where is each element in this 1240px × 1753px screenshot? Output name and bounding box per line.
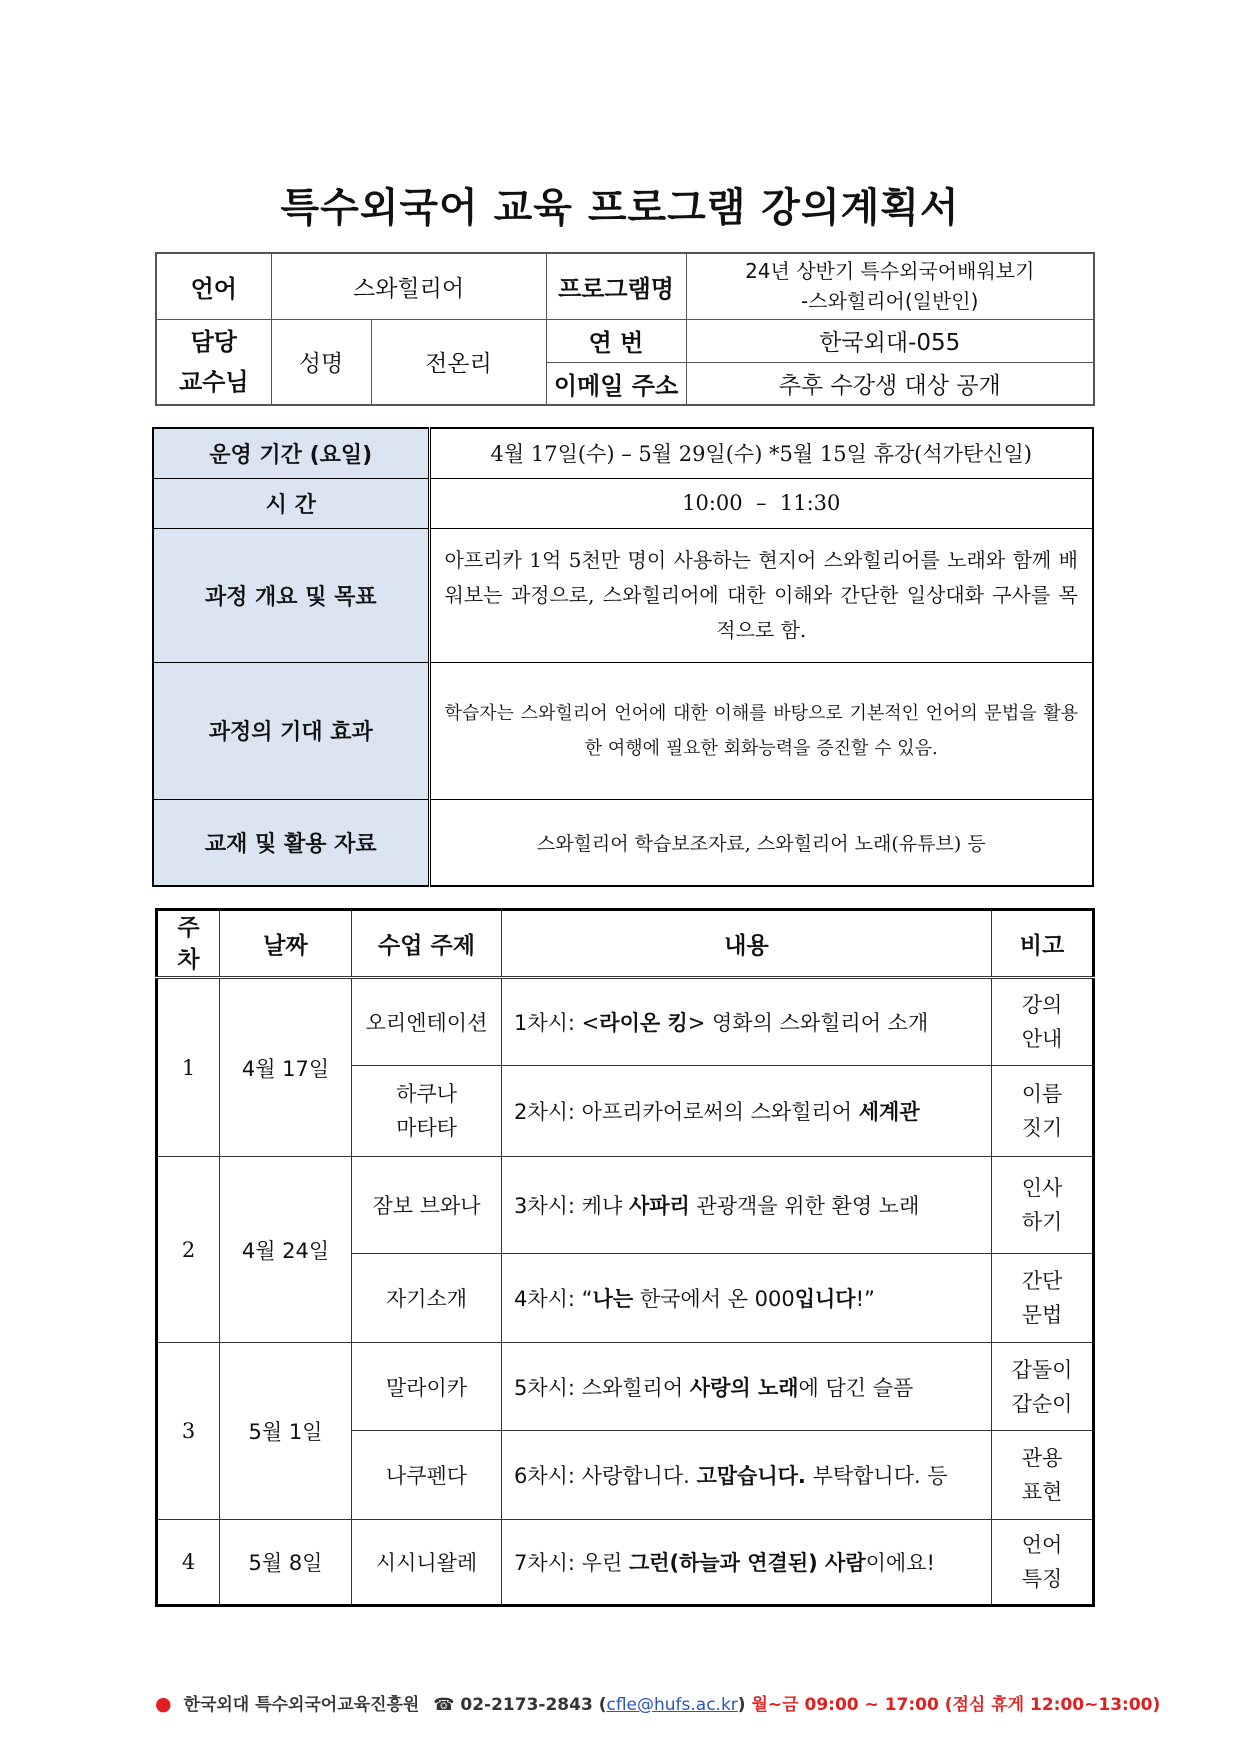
- session-note: 갑돌이 갑순이: [992, 1343, 1094, 1431]
- week-number: 2: [157, 1157, 220, 1343]
- page-title: 특수외국어 교육 프로그램 강의계획서: [280, 185, 960, 231]
- week-header-line-2: 차: [177, 946, 200, 973]
- week-date: 5월 8일: [220, 1520, 352, 1606]
- goal-value: 아프리카 1억 5천만 명이 사용하는 현지어 스와힐리어를 노래와 함께 배워보는 과정으로, 스와힐리어에 대한 이해와 간단한 일상대화 구사를 목적으로 함.: [429, 528, 1093, 662]
- language-value: 스와힐리어: [271, 253, 546, 319]
- session-content: 3차시: 케냐 사파리 관광객을 위한 환영 노래: [502, 1157, 992, 1254]
- session-topic: 말라이카: [352, 1343, 502, 1431]
- session-note: 관용 표현: [992, 1431, 1094, 1520]
- email-label: 이메일 주소: [546, 362, 686, 405]
- session-note: 언어 특징: [992, 1520, 1094, 1606]
- footer: ● 한국외대 특수외국어교육진흥원 ☎ 02-2173-2843 (cfle@hufs.ac.kr) 월~금 09:00 ~ 17:00 (점심 휴게 12:00~13:00): [155, 1693, 1161, 1715]
- goal-label: 과정 개요 및 목표: [153, 528, 429, 662]
- footer-org: 한국외대 특수외국어교육진흥원: [183, 1695, 420, 1715]
- professor-label-line-2: 교수님: [178, 367, 249, 396]
- note-header: 비고: [992, 910, 1094, 978]
- session-topic: 나쿠펜다: [352, 1431, 502, 1520]
- program-value-line-1: 24년 상반기 특수외국어배워보기: [745, 259, 1035, 284]
- language-label: 언어: [156, 253, 271, 319]
- week-number: 4: [157, 1520, 220, 1606]
- table-row: [157, 1157, 1094, 1254]
- period-label: 운영 기간 (요일): [153, 428, 429, 478]
- course-table: [152, 427, 1094, 887]
- week-date: 4월 24일: [220, 1157, 352, 1343]
- footer-email-link[interactable]: cfle@hufs.ac.kr: [606, 1695, 738, 1715]
- bullet-icon: ●: [155, 1693, 172, 1715]
- professor-label-line-1: 담당: [190, 327, 237, 356]
- session-content: 2차시: 아프리카어로써의 스와힐리어 세계관: [502, 1066, 992, 1157]
- week-date: 5월 1일: [220, 1343, 352, 1520]
- info-table: [155, 252, 1095, 406]
- session-content: 7차시: 우린 그런(하늘과 연결된) 사람이에요!: [502, 1520, 992, 1606]
- topic-header: 수업 주제: [352, 910, 502, 978]
- material-value: 스와힐리어 학습보조자료, 스와힐리어 노래(유튜브) 등: [429, 799, 1093, 886]
- email-value: 추후 수강생 대상 공개: [686, 362, 1094, 405]
- year-label: 연 번: [546, 319, 686, 362]
- table-row: [157, 1343, 1094, 1431]
- schedule-table: [155, 908, 1095, 1607]
- date-header: 날짜: [220, 910, 352, 978]
- content-header: 내용: [502, 910, 992, 978]
- week-number: 1: [157, 978, 220, 1157]
- session-note: 간단 문법: [992, 1254, 1094, 1343]
- session-topic: 오리엔테이션: [352, 978, 502, 1066]
- time-label: 시 간: [153, 478, 429, 528]
- session-content: 4차시: “나는 한국에서 온 000입니다!”: [502, 1254, 992, 1343]
- session-topic: 시시니왈레: [352, 1520, 502, 1606]
- program-label: 프로그램명: [546, 253, 686, 319]
- session-topic: 하쿠나 마타타: [352, 1066, 502, 1157]
- session-note: 강의 안내: [992, 978, 1094, 1066]
- name-label: 성명: [271, 319, 371, 405]
- effect-value: 학습자는 스와힐리어 언어에 대한 이해를 바탕으로 기본적인 언어의 문법을 활용한 여행에 필요한 회화능력을 증진할 수 있음.: [429, 662, 1093, 799]
- session-content: 5차시: 스와힐리어 사랑의 노래에 담긴 슬픔: [502, 1343, 992, 1431]
- week-number: 3: [157, 1343, 220, 1520]
- session-note: 이름 짓기: [992, 1066, 1094, 1157]
- program-value-line-2: -스와힐리어(일반인): [801, 289, 979, 314]
- session-content: 6차시: 사랑합니다. 고맙습니다. 부탁합니다. 등: [502, 1431, 992, 1520]
- week-header: [157, 910, 220, 978]
- period-value: 4월 17일(수) – 5월 29일(수) *5월 15일 휴강(석가탄신일): [429, 428, 1093, 478]
- session-topic: 잠보 브와나: [352, 1157, 502, 1254]
- professor-label: [156, 319, 271, 405]
- material-label: 교재 및 활용 자료: [153, 799, 429, 886]
- effect-label: 과정의 기대 효과: [153, 662, 429, 799]
- session-content: 1차시: <라이온 킹> 영화의 스와힐리어 소개: [502, 978, 992, 1066]
- time-value: 10:00 – 11:30: [429, 478, 1093, 528]
- week-header-line-1: 주: [177, 914, 200, 941]
- table-row: [157, 1520, 1094, 1606]
- table-row: [157, 978, 1094, 1066]
- year-value: 한국외대-055: [686, 319, 1094, 362]
- week-date: 4월 17일: [220, 978, 352, 1157]
- session-topic: 자기소개: [352, 1254, 502, 1343]
- footer-phone: 02-2173-2843: [460, 1695, 593, 1715]
- session-note: 인사 하기: [992, 1157, 1094, 1254]
- name-value: 전온리: [371, 319, 546, 405]
- program-value: [686, 253, 1094, 319]
- footer-hours: 월~금 09:00 ~ 17:00 (점심 휴게 12:00~13:00): [751, 1695, 1161, 1715]
- phone-icon: ☎: [433, 1695, 455, 1715]
